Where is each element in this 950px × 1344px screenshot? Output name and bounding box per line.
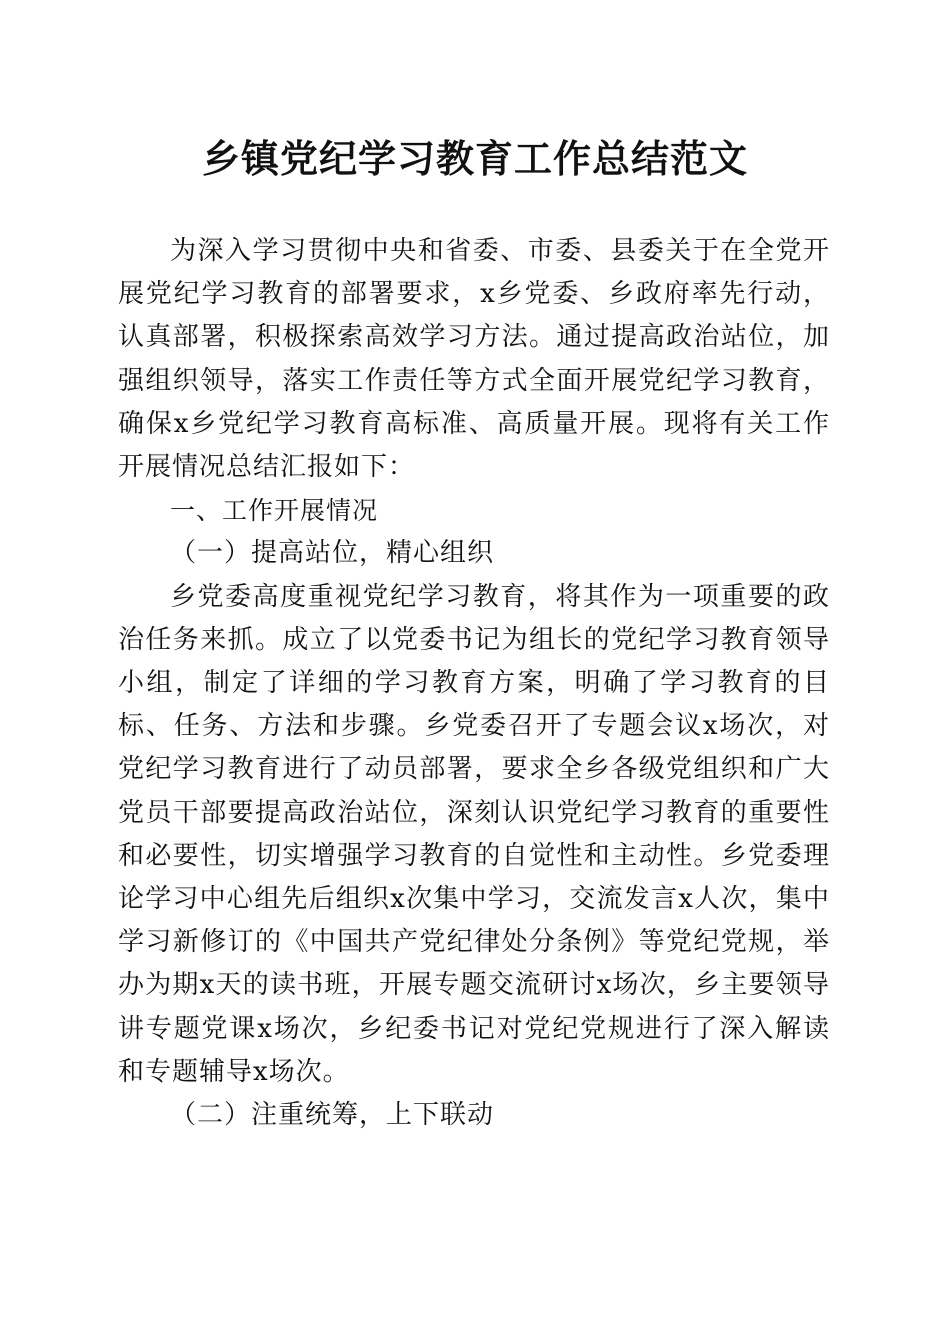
document-title: 乡镇党纪学习教育工作总结范文 [201,136,748,181]
intro-paragraph: 为深入学习贯彻中央和省委、市委、县委关于在全党开展党纪学习教育的部署要求，x乡党委、乡政府率先行动，认真部署，积极探索高效学习方法。通过提高政治站位，加强组织领导，落实工作责任等方式全面开展党纪学习教育，确保x乡党纪学习教育高标准、高质量开展。现将有关工作开展情况总结汇报如下： [118,236,830,483]
subsection-heading-1: （一）提高站位，精心组织 [170,538,495,569]
subsection-heading-2: （二）注重统筹，上下联动 [170,1100,495,1131]
document-body [118,230,830,1137]
section-heading-work-status: 一、工作开展情况 [170,496,379,526]
subsection-1-paragraph: 乡党委高度重视党纪学习教育，将其作为一项重要的政治任务来抓。成立了以党委书记为组长的党纪学习教育领导小组，制定了详细的学习教育方案，明确了学习教育的目标、任务、方法和步骤。乡党委召开了专题会议x场次，对党纪学习教育进行了动员部署，要求全乡各级党组织和广大党员干部要提高政治站位，深刻认识党纪学习教育的重要性和必要性，切实增强学习教育的自觉性和主动性。乡党委理论学习中心组先后组织x次集中学习，交流发言x人次，集中学习新修订的《中国共产党纪律处分条例》等党纪党规，举办为期x天的读书班，开展专题交流研讨x场次，乡主要领导讲专题党课x场次，乡纪委书记对党纪党规进行了深入解读和专题辅导x场次。 [118,581,830,1087]
